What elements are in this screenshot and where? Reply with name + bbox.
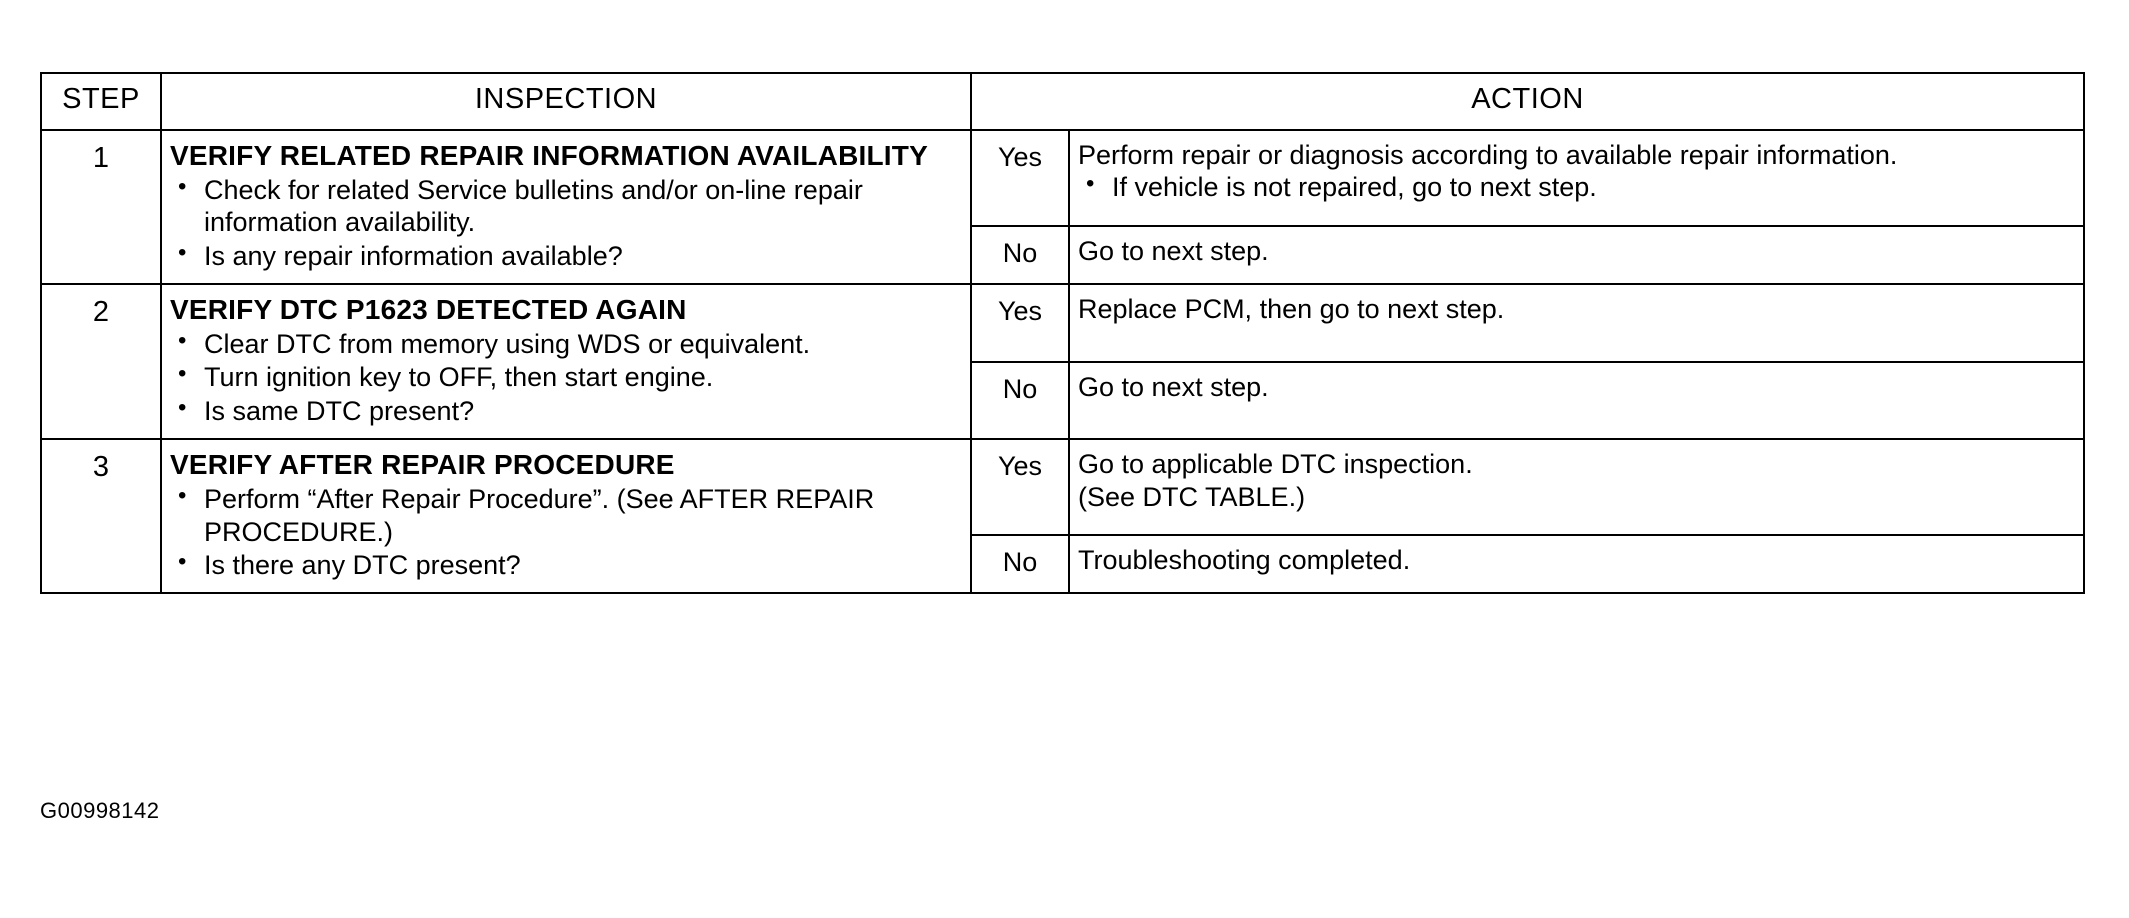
inspection-title: VERIFY DTC P1623 DETECTED AGAIN <box>170 294 687 325</box>
inspection-cell <box>161 130 971 284</box>
table-row <box>41 439 2084 534</box>
step-number: 2 <box>41 284 161 439</box>
list-item: • Is same DTC present? <box>204 395 962 427</box>
result-label-no: No <box>971 362 1069 440</box>
action-cell <box>1069 226 2084 284</box>
inspection-cell <box>161 284 971 439</box>
table-row <box>41 130 2084 226</box>
action-text: Troubleshooting completed. <box>1078 544 1411 575</box>
action-text: Go to applicable DTC inspection. <box>1078 449 1473 480</box>
action-bullet-list <box>1078 171 2075 203</box>
result-label-no: No <box>971 535 1069 594</box>
list-item: • Is any repair information available? <box>204 240 962 272</box>
column-header-action: ACTION <box>971 73 2084 130</box>
action-cell <box>1069 284 2084 362</box>
action-cell <box>1069 362 2084 440</box>
figure-id: G00998142 <box>40 798 160 823</box>
list-item: • If vehicle is not repaired, go to next step. <box>1112 171 2075 203</box>
column-header-inspection: INSPECTION <box>161 73 971 130</box>
inspection-bullet-list <box>170 328 962 427</box>
inspection-cell <box>161 439 971 593</box>
table-header-row <box>41 73 2084 130</box>
action-text: (See DTC TABLE.) <box>1078 481 1306 512</box>
step-number: 1 <box>41 130 161 284</box>
table-header <box>41 73 2084 130</box>
list-item: • Check for related Service bulletins and/or on-line repair information availability. <box>204 174 962 239</box>
action-text: Replace PCM, then go to next step. <box>1078 294 1505 324</box>
result-label-yes: Yes <box>971 439 1069 534</box>
list-item: • Is there any DTC present? <box>204 549 962 581</box>
table-row <box>41 284 2084 362</box>
inspection-title: VERIFY RELATED REPAIR INFORMATION AVAILABILITY <box>170 139 928 171</box>
action-text: Go to next step. <box>1078 371 1269 402</box>
column-header-step: STEP <box>41 73 161 130</box>
result-label-yes: Yes <box>971 284 1069 362</box>
table-body <box>41 130 2084 594</box>
list-item: • Turn ignition key to OFF, then start engine. <box>204 361 962 393</box>
inspection-bullet-list <box>170 483 962 581</box>
action-text: Perform repair or diagnosis according to available repair information. <box>1078 139 1898 170</box>
inspection-title: VERIFY AFTER REPAIR PROCEDURE <box>170 449 675 481</box>
result-label-no: No <box>971 226 1069 284</box>
action-cell <box>1069 130 2084 226</box>
diagnostic-procedure-table <box>40 72 2085 594</box>
inspection-bullet-list <box>170 174 962 272</box>
step-number: 3 <box>41 439 161 593</box>
action-text: Go to next step. <box>1078 235 1269 266</box>
list-item: • Perform “After Repair Procedure”. (See AFTER REPAIR PROCEDURE.) <box>204 483 962 548</box>
list-item: • Clear DTC from memory using WDS or equivalent. <box>204 328 962 360</box>
action-cell <box>1069 535 2084 594</box>
action-cell <box>1069 439 2084 534</box>
result-label-yes: Yes <box>971 130 1069 226</box>
